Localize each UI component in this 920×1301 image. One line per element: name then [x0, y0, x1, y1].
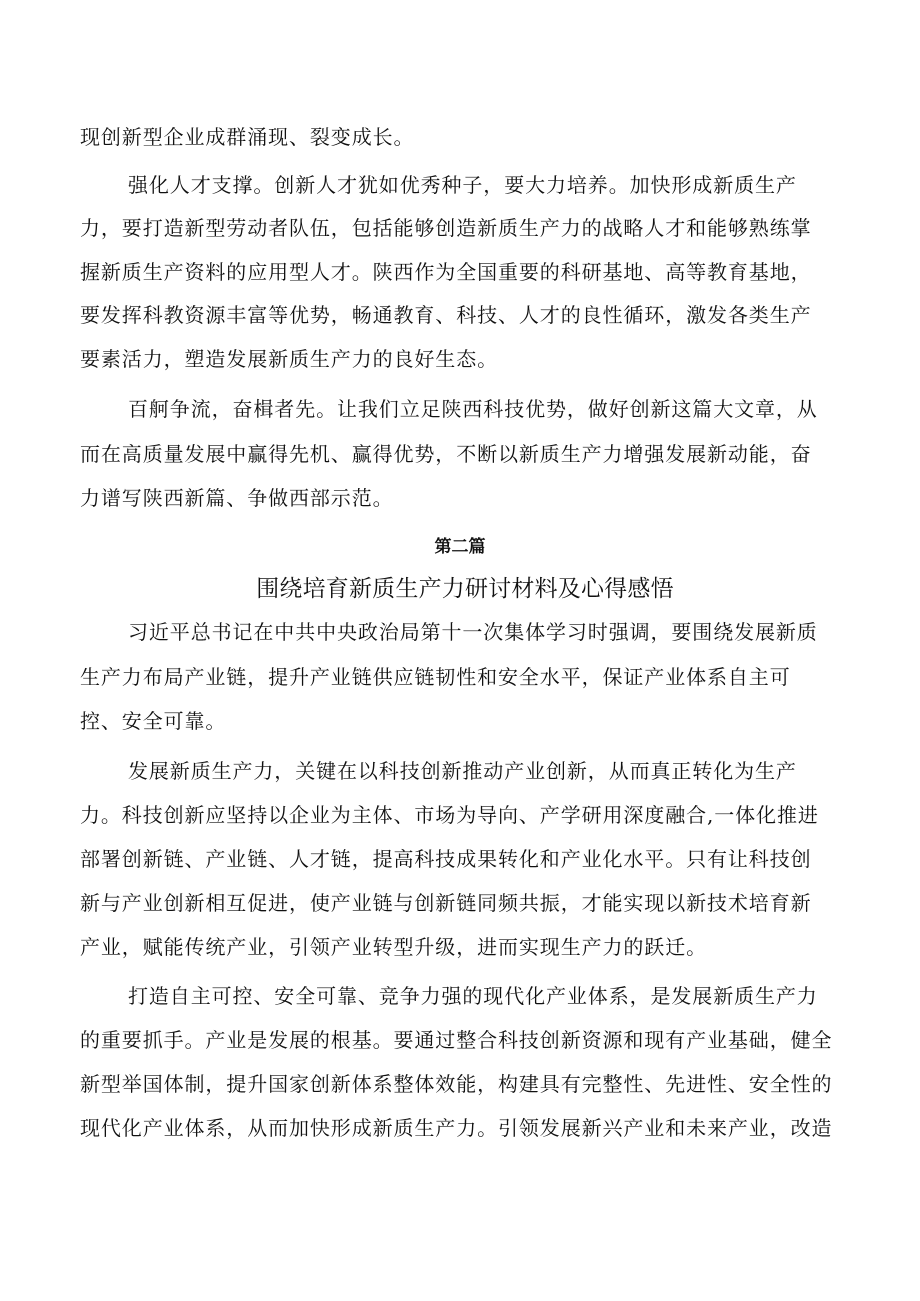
- paragraph-line: 发展新质生产力，关键在以科技创新推动产业创新，从而真正转化为生产: [128, 759, 797, 783]
- paragraph-line: 现代化产业体系，从而加快形成新质生产力。引领发展新兴产业和未来产业，改造: [80, 1116, 833, 1140]
- paragraph-line: 百舸争流，奋楫者先。让我们立足陕西科技优势，做好创新这篇大文章，从: [128, 397, 818, 421]
- paragraph-line: 要素活力，塑造发展新质生产力的良好生态。: [80, 347, 498, 371]
- paragraph-line: 新与产业创新相互促进，使产业链与创新链同频共振，才能实现以新技术培育新: [80, 891, 812, 915]
- section-title: 围绕培育新质生产力研讨材料及心得感悟: [256, 576, 674, 602]
- section-label: 第二篇: [434, 537, 486, 557]
- paragraph-line: 强化人才支撑。创新人才犹如优秀种子，要大力培养。加快形成新质生产: [128, 173, 797, 197]
- paragraph-line: 要发挥科教资源丰富等优势，畅通教育、科技、人才的良性循环，激发各类生产: [80, 303, 812, 327]
- paragraph-line: 力。科技创新应坚持以企业为主体、市场为导向、产学研用深度融合,一体化推进: [80, 803, 819, 827]
- paragraph-line: 控、安全可靠。: [80, 709, 227, 733]
- paragraph-line: 产业，赋能传统产业，引领产业转型升级，进而实现生产力的跃迁。: [80, 935, 707, 959]
- paragraph-line: 力，要打造新型劳动者队伍，包括能够创造新质生产力的战略人才和能够熟练掌: [80, 216, 812, 240]
- paragraph-line: 力谱写陕西新篇、争做西部示范。: [80, 486, 394, 510]
- paragraph-line: 部署创新链、产业链、人才链，提高科技成果转化和产业化水平。只有让科技创: [80, 847, 812, 871]
- paragraph-line: 的重要抓手。产业是发展的根基。要通过整合科技创新资源和现有产业基础，健全: [80, 1028, 833, 1052]
- paragraph-line: 新型举国体制，提升国家创新体系整体效能，构建具有完整性、先进性、安全性的: [80, 1072, 833, 1096]
- paragraph-line: 现创新型企业成群涌现、裂变成长。: [80, 125, 415, 149]
- paragraph-line: 习近平总书记在中共中央政治局第十一次集体学习时强调，要围绕发展新质: [128, 620, 818, 644]
- paragraph-line: 打造自主可控、安全可靠、竞争力强的现代化产业体系，是发展新质生产力: [128, 984, 818, 1008]
- paragraph-line: 生产力布局产业链，提升产业链供应链韧性和安全水平，保证产业体系自主可: [80, 665, 791, 689]
- paragraph-line: 握新质生产资料的应用型人才。陕西作为全国重要的科研基地、高等教育基地，: [80, 260, 812, 284]
- paragraph-line: 而在高质量发展中赢得先机、赢得优势，不断以新质生产力增强发展新动能，奋: [80, 442, 812, 466]
